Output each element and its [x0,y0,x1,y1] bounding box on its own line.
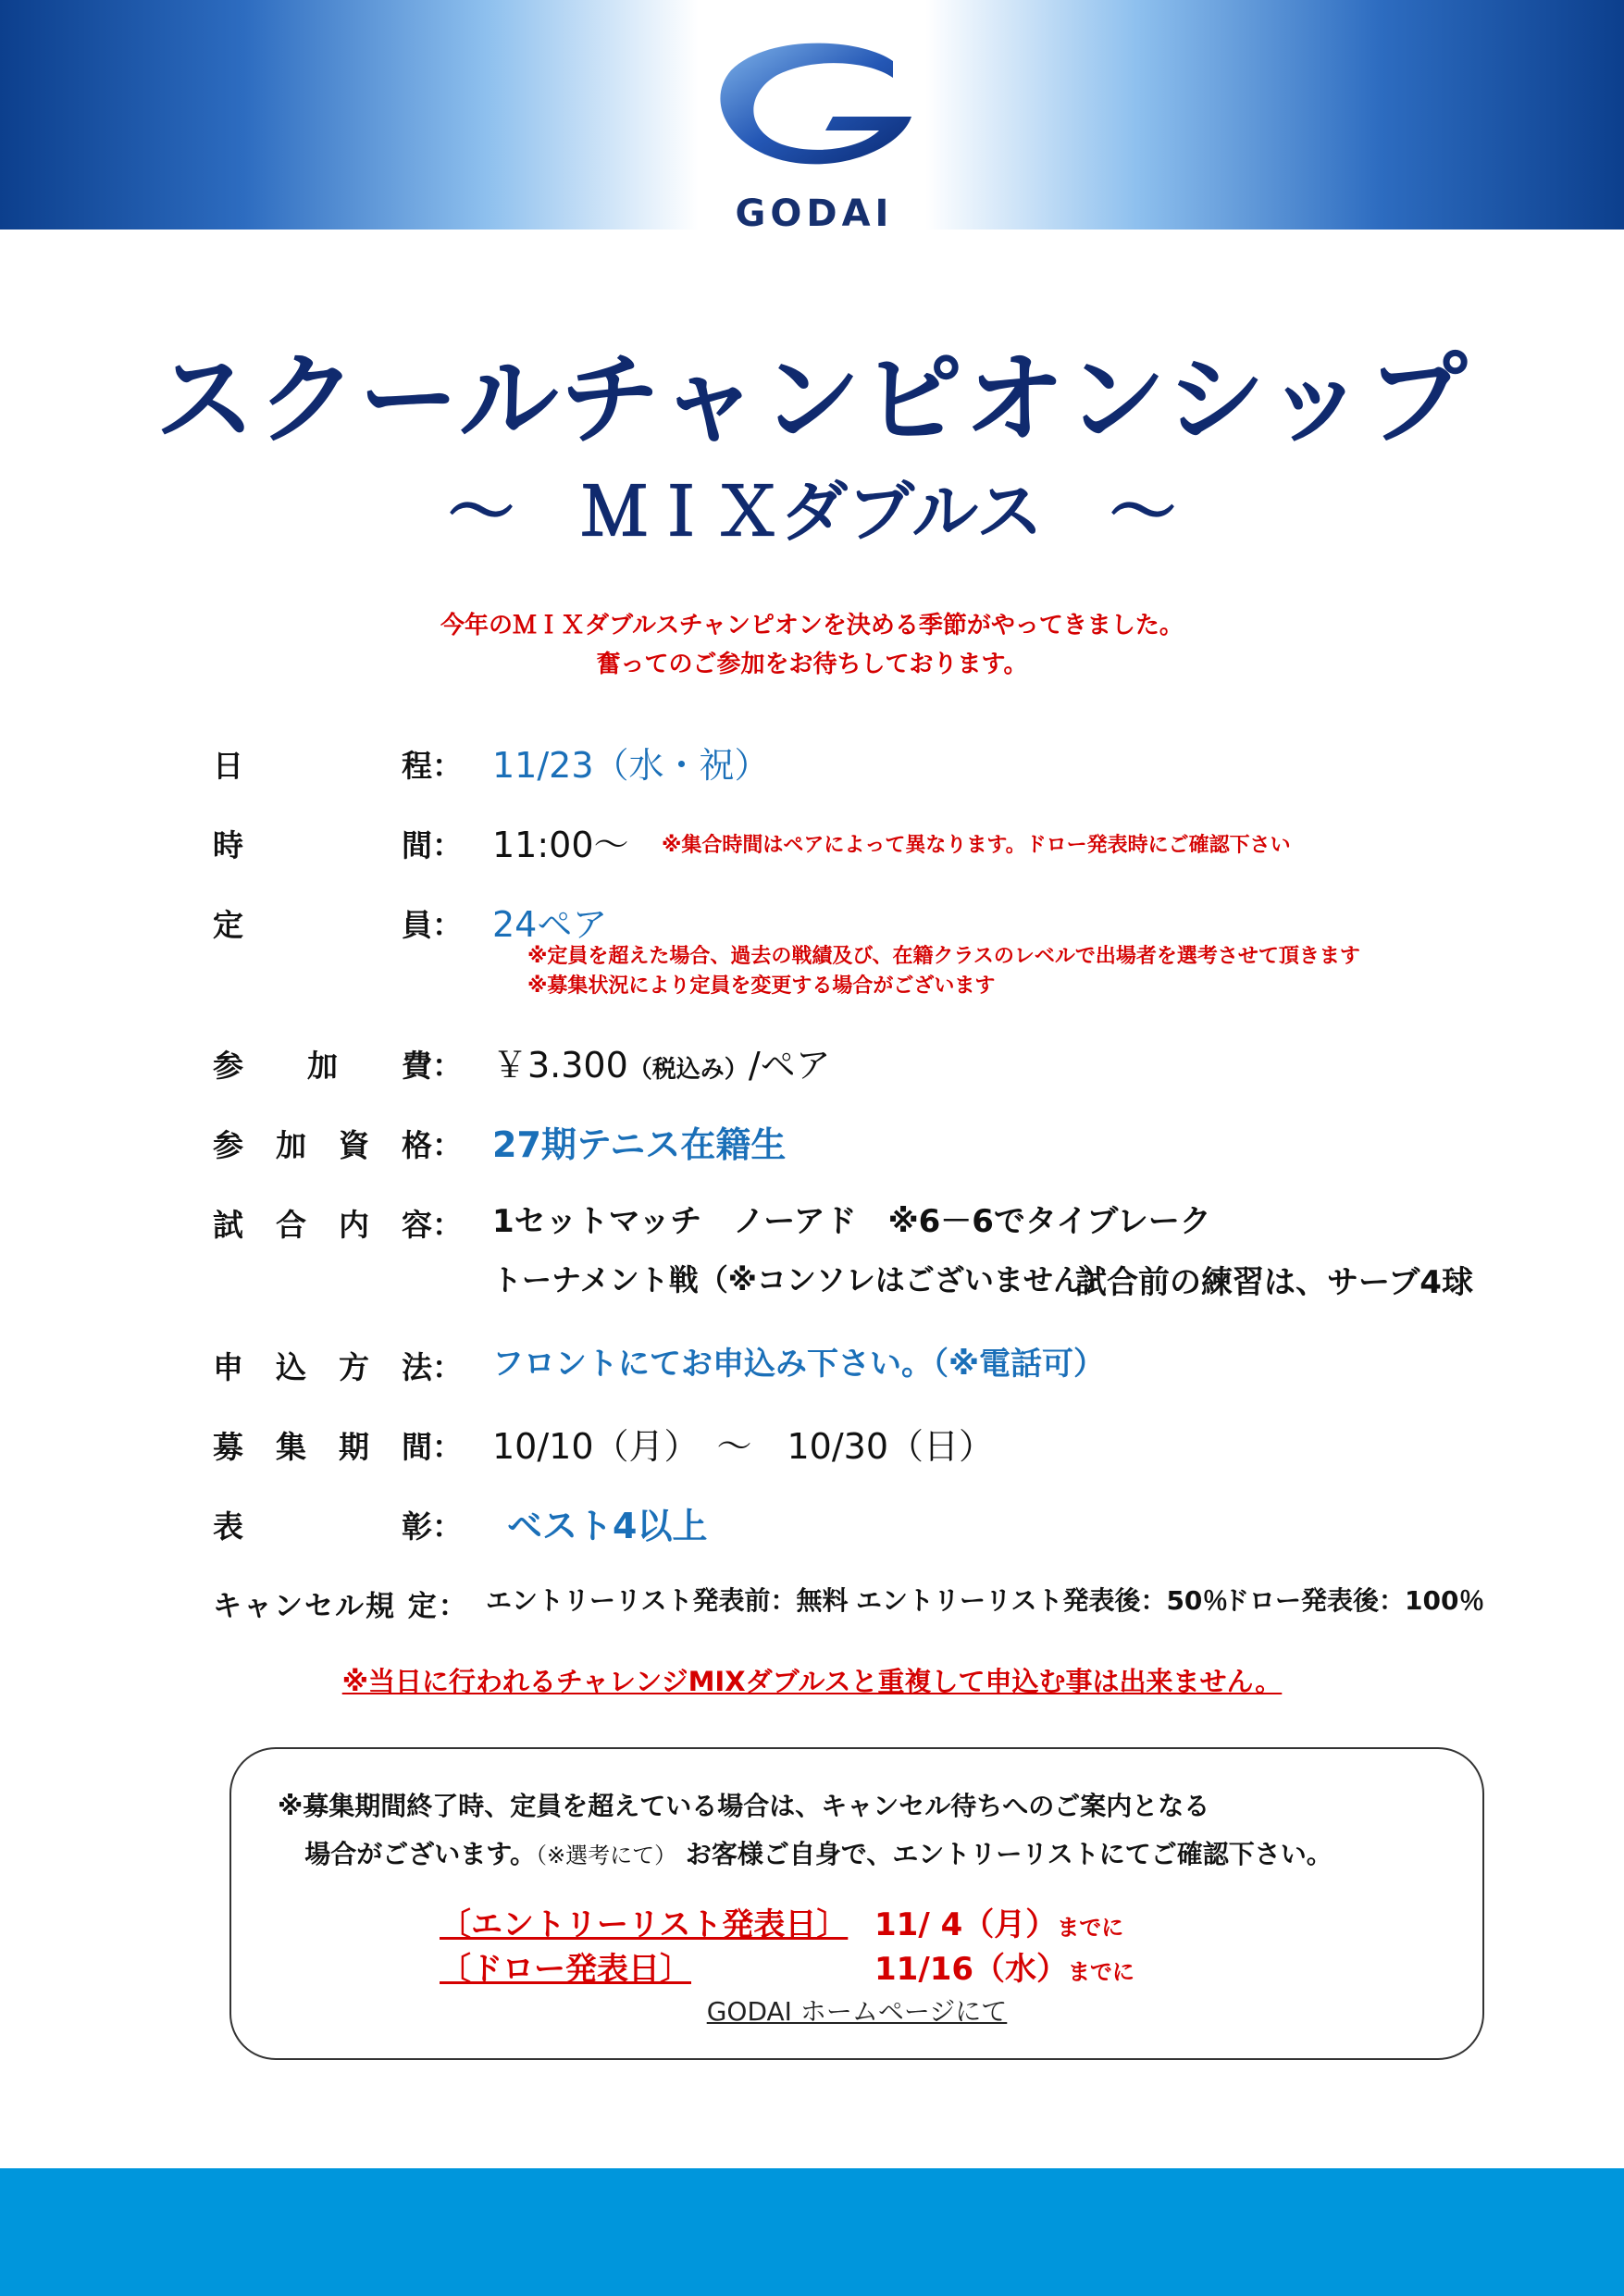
godai-logo [703,33,925,235]
time-label: 時 間： [213,827,463,863]
page-title: スクールチャンピオンシップ [155,342,1469,458]
entry-list-date: 11/ 4（月）までに [874,1906,1124,1943]
time-value: 11:00～ [492,825,629,865]
capacity-note-2: ※募集状況により定員を変更する場合がございます [527,974,996,998]
cancel-item-3: ドロー発表後：100％ [1223,1585,1485,1616]
schedule-value: 11/23（水・祝） [492,745,770,786]
format-row [213,1201,1527,1257]
capacity-value: 24ペア [492,904,608,945]
draw-date-row [440,1943,1135,1989]
time-row [213,822,1527,877]
format-row-2 [213,1262,1527,1318]
notice-line-2b: （※選考にて） [536,1843,677,1868]
eligibility-value: 27期テニス在籍生 [492,1124,787,1165]
logo-text: GODAI [735,192,894,235]
format-line-2a: トーナメント戦（※コンソレはございません） [492,1262,1112,1297]
footer-band [0,2168,1624,2296]
cancel-label: キャンセル規 定： [213,1590,469,1623]
application-value: フロントにてお申込み下さい。（※電話可） [492,1346,1106,1383]
capacity-label: 定 員： [213,907,463,943]
capacity-note-1: ※定員を超えた場合、過去の戦績及び、在籍クラスのレベルで出場者を選考させて頂きます [527,945,1360,968]
draw-date: 11/16（水）までに [874,1951,1135,1988]
cancel-row [213,1582,1527,1638]
time-note: ※集合時間はペアによって異なります。ドロー発表時にご確認下さい [662,834,1291,857]
draw-label: 〔ドロー発表日〕 [440,1951,691,1988]
period-label: 募 集 期 間： [213,1429,463,1465]
eligibility-row [213,1122,1527,1177]
schedule-row [213,742,1527,798]
format-line-2b: 試合前の練習は、サーブ4球 [1075,1264,1473,1301]
notice-line-1: ※募集期間終了時、定員を超えている場合は、キャンセル待ちへのご案内となる [278,1791,1210,1821]
notice-line-2a: 場合がございます。 [304,1839,537,1869]
schedule-label: 日 程： [213,748,463,784]
award-value: ベスト4以上 [507,1506,708,1546]
page-subtitle: ～ ＭＩＸダブルス ～ [448,473,1176,551]
eligibility-label: 参 加 資 格： [213,1127,463,1163]
godai-homepage-link[interactable]: GODAI ホームページにて [706,1996,1008,2027]
intro-line-2: 奮ってのご参加をお待ちしております。 [596,651,1028,678]
period-row [213,1423,1527,1479]
intro-text [0,606,1624,684]
fee-label: 参 加 費： [213,1048,463,1084]
godai-g-icon [703,33,925,172]
format-label: 試 合 内 容： [213,1207,463,1243]
format-line-1: 1セットマッチ ノーアド ※6－6でタイブレーク [492,1203,1211,1240]
notice-box [229,1747,1484,2060]
intro-line-1: 今年のＭＩＸダブルスチャンピオンを決める季節がやってきました。 [440,612,1184,639]
award-row [213,1503,1527,1558]
notice-line-2c: お客様ご自身で、エントリーリストにてご確認下さい。 [685,1839,1333,1869]
application-row [213,1344,1527,1399]
cancel-item-1: エントリーリスト発表前：無料 [486,1585,849,1616]
entry-list-label: 〔エントリーリスト発表日〕 [440,1906,849,1943]
cancel-item-2: エントリーリスト発表後：50％ [856,1585,1229,1616]
application-label: 申 込 方 法： [213,1349,463,1385]
duplicate-entry-warning: ※当日に行われるチャレンジMIXダブルスと重複して申込む事は出来ません。 [341,1666,1283,1697]
period-value: 10/10（月） ～ 10/30（日） [492,1426,995,1467]
fee-value: ￥3.300（税込み）/ペア [492,1045,831,1086]
entry-list-date-row [440,1899,1124,1944]
notice-text [278,1782,1333,1880]
fee-row [213,1042,1527,1098]
award-label: 表 彰： [213,1508,463,1545]
